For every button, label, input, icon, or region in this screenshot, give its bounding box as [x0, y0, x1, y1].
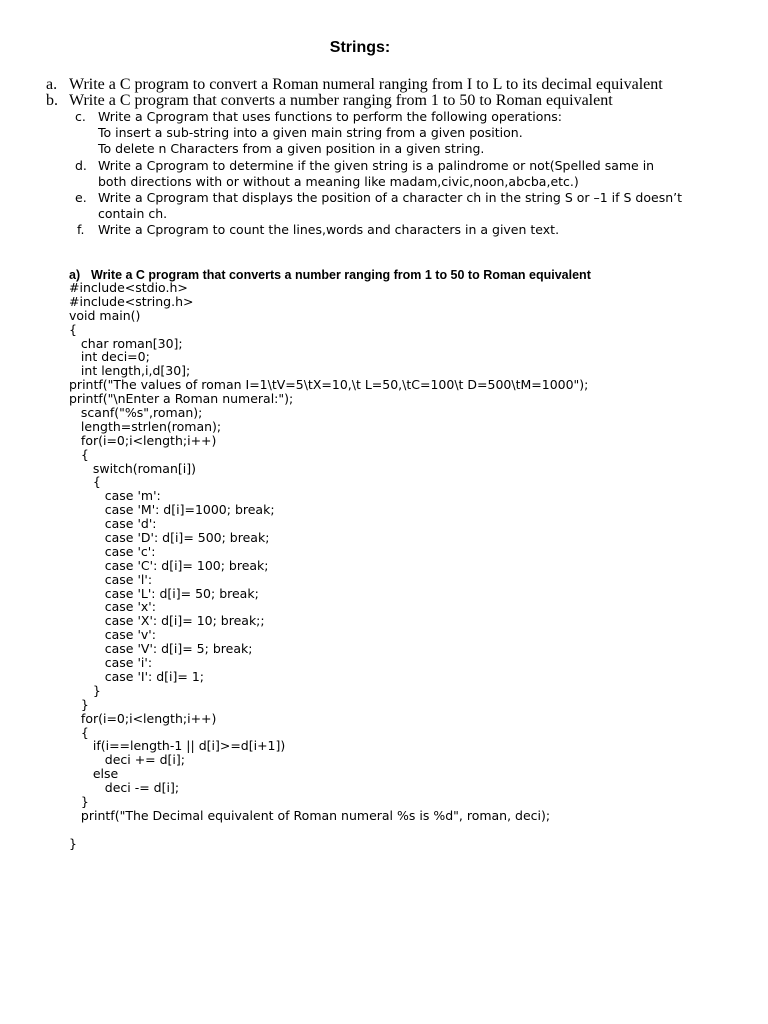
code-line: case 'L': d[i]= 50; break; [69, 585, 259, 601]
question-text: Write a C program to convert a Roman numeral ranging from I to L to its decimal equivalent [69, 76, 663, 93]
code-block [69, 281, 588, 851]
code-line: printf("The values of roman I=1\tV=5\tX=10,\t L=50,\tC=100\t D=500\tM=1000"); [69, 377, 589, 393]
code-line: char roman[30]; [69, 335, 183, 351]
question-text: Write a C program that converts a number ranging from 1 to 50 to Roman equivalent [69, 92, 613, 109]
code-line: { [69, 446, 89, 462]
solution-heading-text: Write a C program that converts a number ranging from 1 to 50 to Roman equivalent [91, 268, 591, 282]
solution-marker: a) [69, 268, 81, 282]
code-line: case 'i': [69, 655, 153, 671]
code-line: case 'd': [69, 516, 157, 532]
question-text-line: To delete n Characters from a given position in a given string. [98, 141, 485, 156]
code-line: deci += d[i]; [69, 752, 185, 768]
code-line: { [69, 321, 77, 337]
question-marker: f. [77, 222, 85, 237]
code-line: void main() [69, 307, 141, 323]
question-text-line: Write a Cprogram that displays the position of a character ch in the string S or –1 if S doesn’t [98, 190, 683, 205]
code-line: switch(roman[i]) [69, 460, 196, 476]
code-line: case 'V': d[i]= 5; break; [69, 641, 253, 657]
question-text-line: both directions with or without a meaning like madam,civic,noon,abcba,etc.) [98, 174, 579, 189]
code-line: case 'C': d[i]= 100; break; [69, 557, 269, 573]
code-line [69, 823, 588, 837]
code-line: int length,i,d[30]; [69, 363, 191, 379]
code-line: case 'D': d[i]= 500; break; [69, 530, 270, 546]
code-line: } [69, 682, 101, 698]
code-line: deci -= d[i]; [69, 780, 180, 796]
code-line: case 'X': d[i]= 10; break;; [69, 613, 265, 629]
code-line: case 'c': [69, 543, 156, 559]
question-marker: e. [75, 190, 87, 205]
question-marker: a. [46, 76, 58, 93]
code-line: } [69, 835, 77, 851]
page-title: Strings: [329, 39, 391, 56]
code-line: case 'l': [69, 571, 153, 587]
code-line: length=strlen(roman); [69, 418, 222, 434]
code-line: case 'm': [69, 488, 161, 504]
code-line: { [69, 474, 101, 490]
question-text-line: contain ch. [98, 206, 168, 221]
code-line: { [69, 724, 89, 740]
code-line: case 'x': [69, 599, 156, 615]
code-line: scanf("%s",roman); [69, 405, 203, 421]
code-line: for(i=0;i<length;i++) [69, 710, 217, 726]
code-line: } [69, 793, 89, 809]
question-marker: c. [75, 109, 86, 124]
code-line: int deci=0; [69, 349, 150, 365]
code-line: else [69, 766, 119, 782]
code-line: printf("\nEnter a Roman numeral:"); [69, 391, 294, 407]
code-line: #include<string.h> [69, 293, 194, 309]
question-text-line: Write a Cprogram to count the lines,words and characters in a given text. [98, 222, 560, 237]
code-line: for(i=0;i<length;i++) [69, 432, 217, 448]
question-marker: b. [46, 92, 58, 109]
code-line: case 'I': d[i]= 1; [69, 668, 204, 684]
question-marker: d. [75, 158, 87, 173]
question-text-line: Write a Cprogram to determine if the given string is a palindrome or not(Spelled same in [98, 158, 655, 173]
question-text-line: To insert a sub-string into a given main string from a given position. [98, 125, 523, 140]
code-line: case 'M': d[i]=1000; break; [69, 502, 275, 518]
code-line: printf("The Decimal equivalent of Roman numeral %s is %d", roman, deci); [69, 807, 551, 823]
code-line: } [69, 696, 89, 712]
code-line: if(i==length-1 || d[i]>=d[i+1]) [69, 738, 286, 754]
question-text-line: Write a Cprogram that uses functions to perform the following operations: [98, 109, 562, 124]
code-line: case 'v': [69, 627, 156, 643]
code-line: #include<stdio.h> [69, 280, 188, 295]
